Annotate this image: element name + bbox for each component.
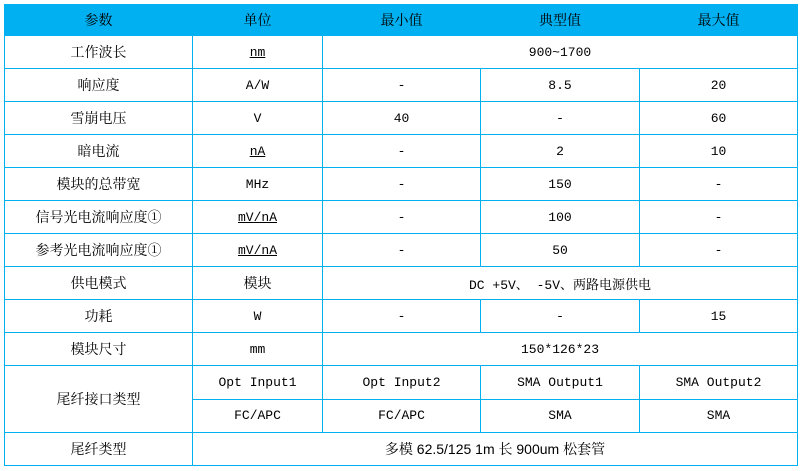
column-header-param: 参数 [5,5,193,36]
row-unit: A/W [193,69,323,102]
table-row [5,201,798,234]
pigtail-port-4: SMA Output2 [640,366,798,400]
column-header-min: 最小值 [323,5,481,36]
row-param: 尾纤类型 [5,433,193,466]
row-param: 供电模式 [5,267,193,300]
row-param: 响应度 [5,69,193,102]
row-unit: mm [193,333,323,366]
row-typ: 50 [481,234,640,267]
row-max: 20 [640,69,798,102]
row-param: 模块的总带宽 [5,168,193,201]
row-typ: 2 [481,135,640,168]
table-row-pigtail-interface [5,366,798,400]
row-unit: V [193,102,323,135]
pigtail-connector-2: FC/APC [323,399,481,433]
row-min: - [323,300,481,333]
row-param: 尾纤接口类型 [5,366,193,433]
table-row [5,333,798,366]
row-typ: 150 [481,168,640,201]
row-min: - [323,69,481,102]
table-row [5,433,798,466]
row-max: 15 [640,300,798,333]
row-span-value: DC +5V、 -5V、两路电源供电 [323,267,798,300]
pigtail-connector-3: SMA [481,399,640,433]
header-row [5,5,798,36]
row-unit: nA [193,135,323,168]
row-param: 暗电流 [5,135,193,168]
row-param: 模块尺寸 [5,333,193,366]
pigtail-port-3: SMA Output1 [481,366,640,400]
row-unit: mV/nA [193,201,323,234]
table-header [5,5,798,36]
row-unit: mV/nA [193,234,323,267]
table-row [5,234,798,267]
row-unit: W [193,300,323,333]
pigtail-connector-4: SMA [640,399,798,433]
column-header-unit: 单位 [193,5,323,36]
specification-table [4,4,798,466]
row-min: - [323,135,481,168]
row-param: 功耗 [5,300,193,333]
row-typ: 100 [481,201,640,234]
row-param: 信号光电流响应度① [5,201,193,234]
table-row [5,69,798,102]
row-min: 40 [323,102,481,135]
table-row [5,267,798,300]
row-typ: - [481,300,640,333]
column-header-max: 最大值 [640,5,798,36]
row-span-value: 900~1700 [323,36,798,69]
row-max: - [640,168,798,201]
row-param: 参考光电流响应度① [5,234,193,267]
row-max: - [640,234,798,267]
pigtail-port-2: Opt Input2 [323,366,481,400]
row-param: 雪崩电压 [5,102,193,135]
table-body [5,36,798,466]
pigtail-port-1: Opt Input1 [193,366,323,400]
table-row [5,300,798,333]
row-unit: MHz [193,168,323,201]
row-max: - [640,201,798,234]
column-header-typ: 典型值 [481,5,640,36]
table-row [5,36,798,69]
row-typ: - [481,102,640,135]
row-max: 60 [640,102,798,135]
row-max: 10 [640,135,798,168]
row-span-value: 多模 62.5/125 1m 长 900um 松套管 [193,433,798,466]
row-span-value: 150*126*23 [323,333,798,366]
table-row [5,168,798,201]
row-min: - [323,201,481,234]
row-param: 工作波长 [5,36,193,69]
table-row [5,102,798,135]
row-unit: nm [193,36,323,69]
row-typ: 8.5 [481,69,640,102]
table-row [5,135,798,168]
row-min: - [323,234,481,267]
pigtail-connector-1: FC/APC [193,399,323,433]
row-min: - [323,168,481,201]
row-unit: 模块 [193,267,323,300]
